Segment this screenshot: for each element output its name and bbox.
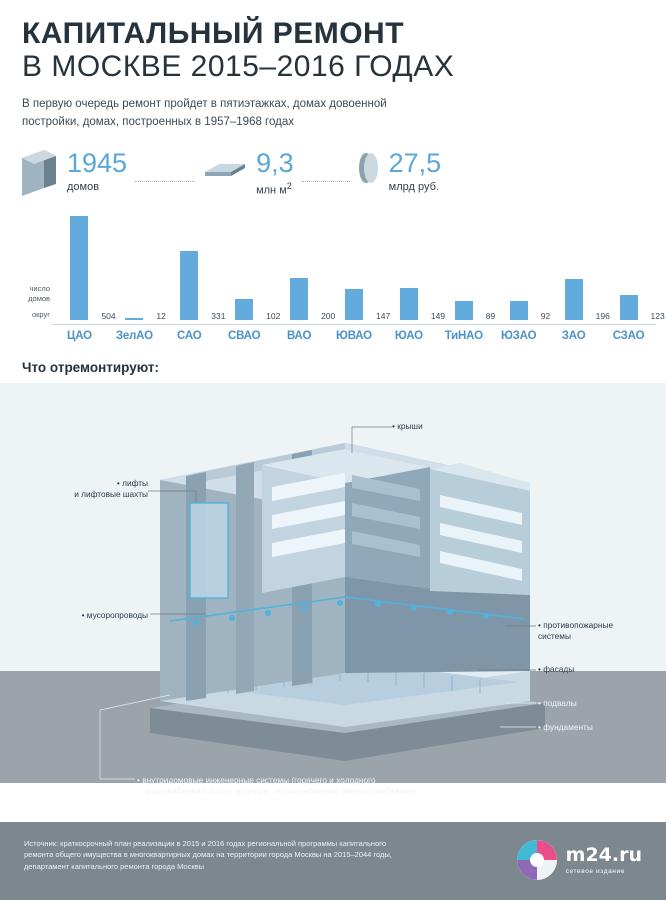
chart-bar [455, 301, 473, 320]
chart-bar [70, 216, 88, 320]
source-note-line3: департамент капитального ремонта города Москвы [24, 861, 204, 871]
chart-bar-value: 504 [101, 310, 116, 321]
m24-logo-tagline: сетевое издание [565, 867, 625, 875]
chart-bar-value: 89 [485, 310, 496, 321]
page-title-line2: В МОСКВЕ 2015–2016 ГОДАХ [22, 50, 455, 84]
m24-logo[interactable] [517, 840, 642, 880]
chart-bar-value: 196 [595, 310, 610, 321]
key-figure-area-label [256, 181, 294, 197]
chart-bar-value: 200 [321, 310, 336, 321]
chart-bar-value: 92 [540, 310, 551, 321]
chart-bar-value: 147 [375, 310, 391, 321]
chart-bar-value: 12 [156, 310, 166, 321]
callout-lifts-line1: • лифты [116, 477, 148, 488]
key-figure-money [358, 147, 442, 193]
key-figure-houses [22, 147, 128, 201]
axis-label-district: округ [31, 310, 50, 320]
chart-bar-value: 331 [211, 310, 226, 321]
dots-divider-2 [302, 164, 350, 182]
callout-engineering-line1: • внутридомовые инженерные системы (горячего и холодного [137, 774, 376, 785]
chart-axis-labels [6, 284, 50, 319]
m24-logo-text [565, 843, 642, 875]
chart-bar [565, 279, 583, 320]
source-note [24, 838, 392, 872]
chart-bar [290, 278, 308, 320]
page-header [0, 0, 666, 132]
coin-icon [358, 152, 380, 189]
axis-label-count-1: число [29, 284, 50, 294]
key-figure-area-superscript: 2 [286, 180, 292, 191]
callout-basements: • подвалы [538, 697, 577, 708]
m24-logo-mark-icon [517, 840, 557, 880]
chart-category-label: ЗелАО [115, 329, 153, 342]
key-figures [0, 147, 666, 208]
chart-bar-column [217, 216, 281, 321]
key-figure-area-label-text: млн м [256, 184, 287, 197]
callout-engineering [137, 775, 416, 797]
chart-bar [180, 251, 198, 320]
key-figure-money-value: 27,5 [388, 147, 442, 178]
chart-bar-column [491, 216, 551, 321]
chart-category-label: ЮАО [394, 329, 423, 342]
chart-category-label: ТиНАО [444, 329, 483, 342]
chart-bar-value: 149 [430, 310, 446, 321]
callout-lifts-line2: и лифтовые шахты [74, 488, 148, 499]
key-figure-money-text [388, 147, 442, 193]
chart-bar-value: 102 [266, 310, 281, 321]
chart-bar-column [436, 216, 496, 321]
callout-lifts [48, 478, 148, 500]
chart-bar [345, 289, 363, 319]
key-figure-houses-text [67, 147, 128, 193]
chart-bar-column [272, 216, 336, 321]
chart-bar [235, 299, 253, 320]
bar-chart [0, 216, 666, 346]
chart-category-labels [52, 324, 656, 342]
chart-category-label: ЮЗАО [501, 329, 537, 342]
key-figure-area [203, 147, 294, 197]
page-footer [0, 822, 666, 900]
chart-category-label: ЗАО [561, 329, 586, 342]
chart-bar-column [601, 216, 665, 321]
chart-bar-column [546, 216, 610, 321]
key-figure-houses-label: домов [67, 180, 100, 193]
callout-fire-systems-line2: системы [538, 630, 571, 641]
chart-category-label: ВАО [286, 329, 312, 342]
source-note-line1: Источник: краткосрочный план реализации в 2015 и 2016 годах региональной программы капитального [24, 839, 386, 848]
callout-foundations: • фундаменты [538, 721, 593, 732]
key-figure-area-value: 9,3 [256, 147, 294, 178]
key-figure-money-label: млрд руб. [388, 180, 439, 193]
chart-category-label: СВАО [228, 329, 261, 342]
chart-category-label: СЗАО [612, 329, 645, 342]
callout-engineering-line2: водоснабжения, водоотведения, теплоснабжения, электроснабжения) [145, 785, 417, 796]
source-note-line2: ремонта общего имущества в многоквартирных домах на территории города Москвы на 2015–2044 годы, [24, 850, 392, 860]
chart-bar [510, 301, 528, 320]
chart-bar [620, 295, 638, 320]
key-figure-houses-value: 1945 [67, 147, 128, 178]
callout-facades: • фасады [538, 663, 575, 674]
chart-bar-column [327, 216, 391, 321]
section-heading: Что отремонтируют: [22, 359, 160, 375]
chart-bar [125, 318, 143, 320]
building-icon [22, 150, 58, 201]
axis-label-count-2: домов [28, 293, 50, 303]
chart-category-label: ЮВАО [336, 329, 372, 342]
callout-chutes: • мусоропроводы [81, 609, 148, 620]
key-figure-area-text [256, 147, 294, 197]
chart-bar-column [52, 216, 116, 321]
m24-logo-name: m24.ru [565, 843, 642, 866]
page-subtitle: В первую очередь ремонт пройдет в пятиэтажках, домах довоенной постройки, домах, построенных в 1957–1968 годах [22, 97, 387, 128]
page-title-line1: КАПИТАЛЬНЫЙ РЕМОНТ [22, 17, 405, 50]
chart-bar-column [162, 216, 226, 321]
chart-bars [52, 216, 665, 321]
callout-fire-systems-line1: • противопожарные [538, 619, 614, 630]
chart-category-label: ЦАО [67, 329, 92, 342]
chart-bar [400, 288, 418, 319]
slab-icon [203, 160, 247, 185]
building-illustration [0, 383, 666, 796]
chart-bar-value: 123 [650, 310, 665, 321]
dots-divider-1 [135, 164, 195, 182]
chart-category-label: САО [177, 329, 202, 342]
callout-roofs: • крыши [392, 420, 423, 431]
chart-bar-column [381, 216, 446, 321]
chart-bar-column [107, 216, 166, 321]
callout-fire-systems [538, 620, 613, 642]
